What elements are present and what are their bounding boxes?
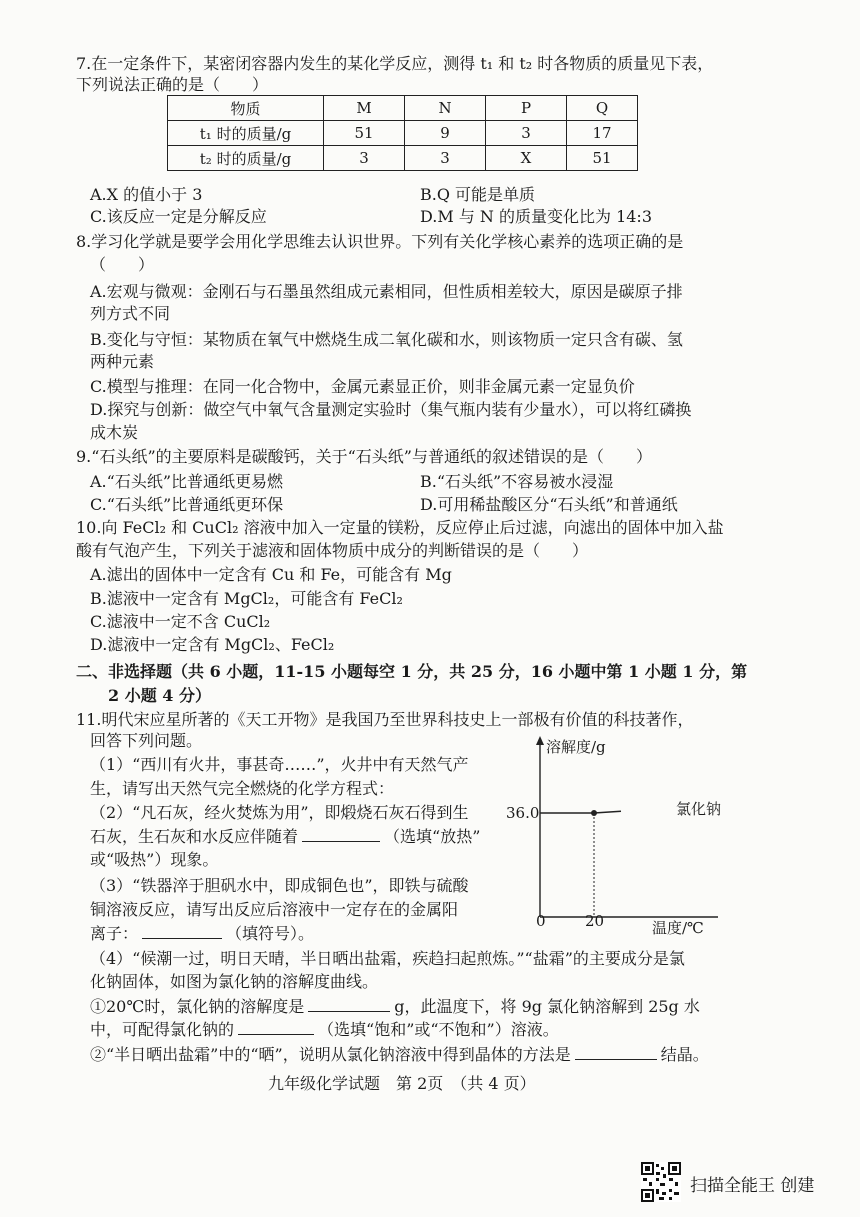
- table-row: [168, 146, 638, 171]
- q9-option-b: B.“石头纸”不容易被水浸湿: [420, 472, 614, 491]
- q7-stem-line2: 下列说法正确的是（ ）: [76, 75, 269, 94]
- page-footer: 九年级化学试题 第 2页 （共 4 页）: [268, 1074, 536, 1093]
- section2-heading-line2: 2 小题 4 分）: [108, 686, 211, 705]
- series-line-nacl: [540, 811, 621, 813]
- series-label-nacl: 氯化钠: [676, 800, 722, 818]
- q11-sub1b-text-post: （选填“饱和”或“不饱和”）溶液。: [318, 1020, 559, 1039]
- q7-mass-table: [167, 95, 638, 171]
- table-cell: 51: [324, 121, 405, 146]
- q11-sub1-line2: [90, 1020, 559, 1040]
- q11-sub1-solubility-blank[interactable]: [308, 997, 390, 1012]
- q11-part1-line2: 生，请写出天然气完全燃烧的化学方程式：: [90, 779, 395, 798]
- q11-part2-answer-blank[interactable]: [302, 827, 380, 842]
- q11-sub1b-text-pre: 中，可配得氯化钠的: [90, 1020, 235, 1039]
- scanner-brand-text: 扫描全能王 创建: [690, 1176, 815, 1196]
- table-cell: 17: [567, 121, 638, 146]
- q11-part3-line1: （3）“铁器淬于胆矾水中，即成铜色也”，即铁与硫酸: [90, 876, 469, 895]
- q11-sub2-line: [90, 1045, 709, 1065]
- q7-option-b: B.Q 可能是单质: [420, 185, 536, 204]
- q11-part3-line2: 铜溶液反应，请写出反应后溶液中一定存在的金属阳: [90, 900, 459, 919]
- q11-part1-line1: （1）“西川有火井，事甚奇……”，火井中有天然气产: [90, 755, 469, 774]
- q9-option-c: C.“石头纸”比普通纸更环保: [90, 495, 284, 514]
- q10-option-c: C.滤液中一定不含 CuCl₂: [90, 612, 271, 631]
- q9-option-a: A.“石头纸”比普通纸更易燃: [90, 472, 284, 491]
- table-cell: t₂ 时的质量/g: [168, 146, 324, 171]
- q11-sub1-line1: [90, 997, 700, 1017]
- q9-option-d: D.可用稀盐酸区分“石头纸”和普通纸: [420, 495, 678, 514]
- table-cell: 51: [567, 146, 638, 171]
- q7-option-a: A.X 的值小于 3: [90, 185, 203, 204]
- q11-sub2-text-pre: ②“半日晒出盐霜”中的“晒”，说明从氯化钠溶液中得到晶体的方法是: [90, 1045, 571, 1064]
- y-axis: [536, 736, 544, 917]
- q10-option-b: B.滤液中一定含有 MgCl₂，可能含有 FeCl₂: [90, 589, 403, 608]
- q11-part3-text-pre: 离子：: [90, 924, 139, 943]
- q7-stem-line1: 7.在一定条件下，某密闭容器内发生的某化学反应，测得 t₁ 和 t₂ 时各物质的质量见下表，: [76, 54, 714, 73]
- q11-sub1-text-pre: ①20℃时，氯化钠的溶解度是: [90, 997, 305, 1016]
- q11-stem-line2: 回答下列问题。: [90, 731, 203, 750]
- q10-stem-line1: 10.向 FeCl₂ 和 CuCl₂ 溶液中加入一定量的镁粉，反应停止后过滤，向滤出的固体中加入盐: [76, 518, 724, 537]
- table-header-cell: 物质: [168, 96, 324, 121]
- x-tick-label-0: 0: [536, 912, 546, 930]
- q11-part4-line2: 化钠固体，如图为氯化钠的溶解度曲线。: [90, 972, 379, 991]
- q11-part4-line1: （4）“候潮一过，明日天晴，半日晒出盐霜，疾趋扫起煎炼。”“盐霜”的主要成分是氯: [90, 949, 685, 968]
- q8-option-c: C.模型与推理：在同一化合物中，金属元素显正价，则非金属元素一定显负价: [90, 377, 635, 396]
- q11-sub2-method-blank[interactable]: [575, 1045, 657, 1060]
- section2-heading-line1: 二、非选择题（共 6 小题，11-15 小题每空 1 分，共 25 分，16 小题中第 1 小题 1 分，第: [76, 662, 748, 681]
- q11-sub1-saturation-blank[interactable]: [238, 1020, 314, 1035]
- q11-part3-text-post: （填符号）。: [226, 924, 315, 943]
- solubility-chart: [500, 732, 730, 937]
- data-point-20c: [591, 810, 597, 816]
- q11-part2-line3: 或“吸热”）现象。: [90, 850, 219, 869]
- q8-option-a-line1: A.宏观与微观：金刚石与石墨虽然组成元素相同，但性质相差较大，原因是碳原子排: [90, 282, 683, 301]
- table-cell: t₁ 时的质量/g: [168, 121, 324, 146]
- table-row: [168, 96, 638, 121]
- table-cell: 3: [486, 121, 567, 146]
- table-header-cell: N: [405, 96, 486, 121]
- q8-option-b-line1: B.变化与守恒：某物质在氧气中燃烧生成二氧化碳和水，则该物质一定只含有碳、氢: [90, 330, 683, 349]
- q8-stem-line1: 8.学习化学就是要学会用化学思维去认识世界。下列有关化学核心素养的选项正确的是: [76, 232, 684, 251]
- qr-code-icon: [641, 1162, 681, 1202]
- q11-part2-line1: （2）“凡石灰，经火焚炼为用”，即煅烧石灰石得到生: [90, 803, 469, 822]
- q10-stem-line2: 酸有气泡产生，下列关于滤液和固体物质中成分的判断错误的是（ ）: [76, 541, 589, 560]
- q11-stem-line1: 11.明代宋应星所著的《天工开物》是我国乃至世界科技史上一部极有价值的科技著作，: [76, 710, 694, 729]
- q11-sub2-text-post: 结晶。: [660, 1045, 709, 1064]
- y-tick-label-36: 36.0: [506, 804, 540, 822]
- table-header-cell: P: [486, 96, 567, 121]
- q11-part2-text-post: （选填“放热”: [384, 827, 481, 846]
- q11-part2-text-pre: 石灰，生石灰和水反应伴随着: [90, 827, 299, 846]
- q10-option-d: D.滤液中一定含有 MgCl₂、FeCl₂: [90, 635, 335, 654]
- q11-part3-line3: [90, 924, 314, 944]
- q11-sub1-text-post: g，此温度下，将 9g 氯化钠溶解到 25g 水: [394, 997, 700, 1016]
- q8-stem-line2: （ ）: [90, 255, 155, 274]
- q8-option-a-line2: 列方式不同: [90, 304, 171, 323]
- q7-option-c: C.该反应一定是分解反应: [90, 207, 267, 226]
- q11-part2-line2: [90, 827, 480, 847]
- q8-option-d-line2: 成木炭: [90, 423, 139, 442]
- table-cell: 3: [324, 146, 405, 171]
- table-cell: 3: [405, 146, 486, 171]
- table-header-cell: Q: [567, 96, 638, 121]
- table-header-cell: M: [324, 96, 405, 121]
- x-tick-label-20: 20: [585, 912, 605, 930]
- table-cell: 9: [405, 121, 486, 146]
- q8-option-d-line1: D.探究与创新：做空气中氧气含量测定实验时（集气瓶内装有少量水），可以将红磷换: [90, 400, 692, 419]
- y-axis-label: 溶解度/g: [546, 738, 606, 756]
- x-axis-label: 温度/℃: [652, 919, 704, 937]
- q11-part3-answer-blank[interactable]: [142, 924, 222, 939]
- q10-option-a: A.滤出的固体中一定含有 Cu 和 Fe，可能含有 Mg: [90, 565, 452, 584]
- q7-option-d: D.M 与 N 的质量变化比为 14:3: [420, 207, 653, 226]
- q8-option-b-line2: 两种元素: [90, 352, 155, 371]
- table-row: [168, 121, 638, 146]
- q9-stem: 9.“石头纸”的主要原料是碳酸钙，关于“石头纸”与普通纸的叙述错误的是（ ）: [76, 447, 652, 466]
- table-cell: X: [486, 146, 567, 171]
